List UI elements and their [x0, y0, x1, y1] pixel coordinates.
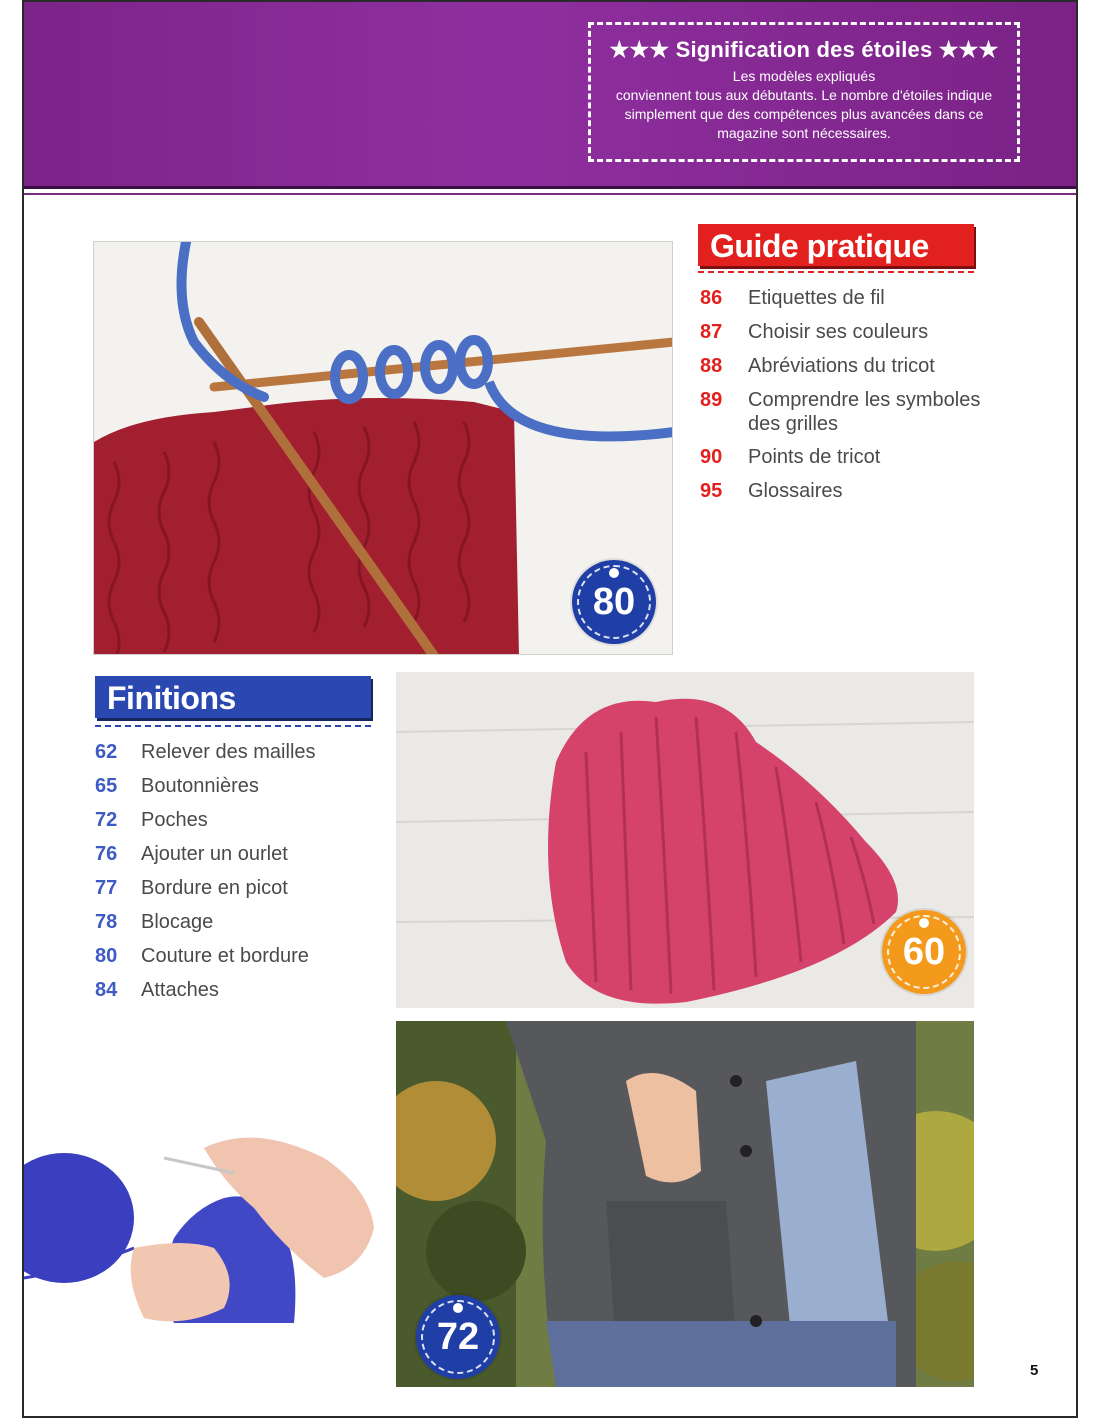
toc-page-number: 95	[700, 480, 723, 502]
toc-label: Poches	[141, 809, 208, 831]
star-legend-line: conviennent tous aux débutants. Le nombre d'étoiles indique	[615, 87, 993, 103]
hands-knitting-photo	[24, 1128, 376, 1328]
toc-entry[interactable]	[700, 480, 1000, 514]
toc-page-number: 87	[700, 321, 723, 343]
toc-entry[interactable]	[95, 775, 385, 809]
toc-page-number: 84	[95, 979, 118, 1001]
finitions-list	[95, 741, 385, 1013]
cardigan-photo	[396, 1021, 974, 1387]
star-legend-box	[588, 22, 1020, 162]
star-legend-line: Les modèles expliqués	[732, 68, 876, 84]
guide-pratique-list	[700, 287, 1000, 514]
star-icon	[609, 568, 619, 578]
page-badge	[882, 910, 966, 994]
toc-label: Relever des mailles	[141, 741, 316, 763]
toc-label: Boutonnières	[141, 775, 259, 797]
star-legend-line: magazine sont nécessaires.	[717, 125, 891, 141]
toc-label: Couture et bordure	[141, 945, 309, 967]
toc-label: Glossaires	[748, 480, 843, 502]
knitting-needles-photo	[93, 241, 673, 655]
toc-entry[interactable]	[95, 843, 385, 877]
star-legend-line: simplement que des compétences plus avancées dans ce	[624, 106, 984, 122]
star-legend-text	[591, 67, 1017, 143]
toc-entry[interactable]	[95, 809, 385, 843]
toc-entry[interactable]	[95, 979, 385, 1013]
page-number: 5	[1030, 1362, 1039, 1379]
finitions-heading: Finitions	[95, 676, 371, 718]
toc-entry[interactable]	[700, 287, 1000, 321]
toc-entry[interactable]	[700, 355, 1000, 389]
toc-page-number: 89	[700, 389, 723, 411]
toc-label: Choisir ses couleurs	[748, 321, 929, 343]
toc-page-number: 65	[95, 775, 118, 797]
guide-divider	[698, 271, 974, 273]
toc-page-number: 72	[95, 809, 118, 831]
page-badge-number: 80	[592, 580, 636, 623]
toc-label: Points de tricot	[748, 446, 881, 468]
guide-pratique-heading: Guide pratique	[698, 224, 974, 266]
toc-page-number: 88	[700, 355, 723, 377]
hands-knitting-illustration	[24, 1128, 376, 1328]
pink-hat-photo	[396, 672, 974, 1008]
page-badge-number: 60	[902, 930, 946, 973]
toc-label: Ajouter un ourlet	[141, 843, 288, 865]
page-badge-number: 72	[436, 1315, 480, 1358]
toc-label: Etiquettes de fil	[748, 287, 885, 309]
toc-label: Bordure en picot	[141, 877, 288, 899]
toc-entry[interactable]	[95, 911, 385, 945]
toc-entry[interactable]	[700, 446, 1000, 480]
toc-page-number: 86	[700, 287, 723, 309]
toc-entry[interactable]	[700, 321, 1000, 355]
toc-page-number: 80	[95, 945, 118, 967]
toc-label: Comprendre les symboles	[748, 389, 981, 411]
finitions-divider	[95, 725, 371, 727]
page-badge	[572, 560, 656, 644]
star-icon	[919, 918, 929, 928]
toc-page-number: 90	[700, 446, 723, 468]
toc-page-number: 77	[95, 877, 118, 899]
toc-entry[interactable]	[700, 389, 1000, 446]
toc-entry[interactable]	[95, 877, 385, 911]
toc-label: Attaches	[141, 979, 219, 1001]
toc-label: Abréviations du tricot	[748, 355, 935, 377]
toc-label: Blocage	[141, 911, 214, 933]
toc-entry[interactable]	[95, 945, 385, 979]
toc-entry[interactable]	[95, 741, 385, 775]
toc-page-number: 78	[95, 911, 118, 933]
page-badge	[416, 1295, 500, 1379]
toc-page-number: 76	[95, 843, 118, 865]
star-icon	[453, 1303, 463, 1313]
star-legend-title: ★★★ Signification des étoiles ★★★	[609, 37, 999, 62]
toc-page-number: 62	[95, 741, 118, 763]
toc-label-continued: des grilles	[748, 413, 839, 435]
